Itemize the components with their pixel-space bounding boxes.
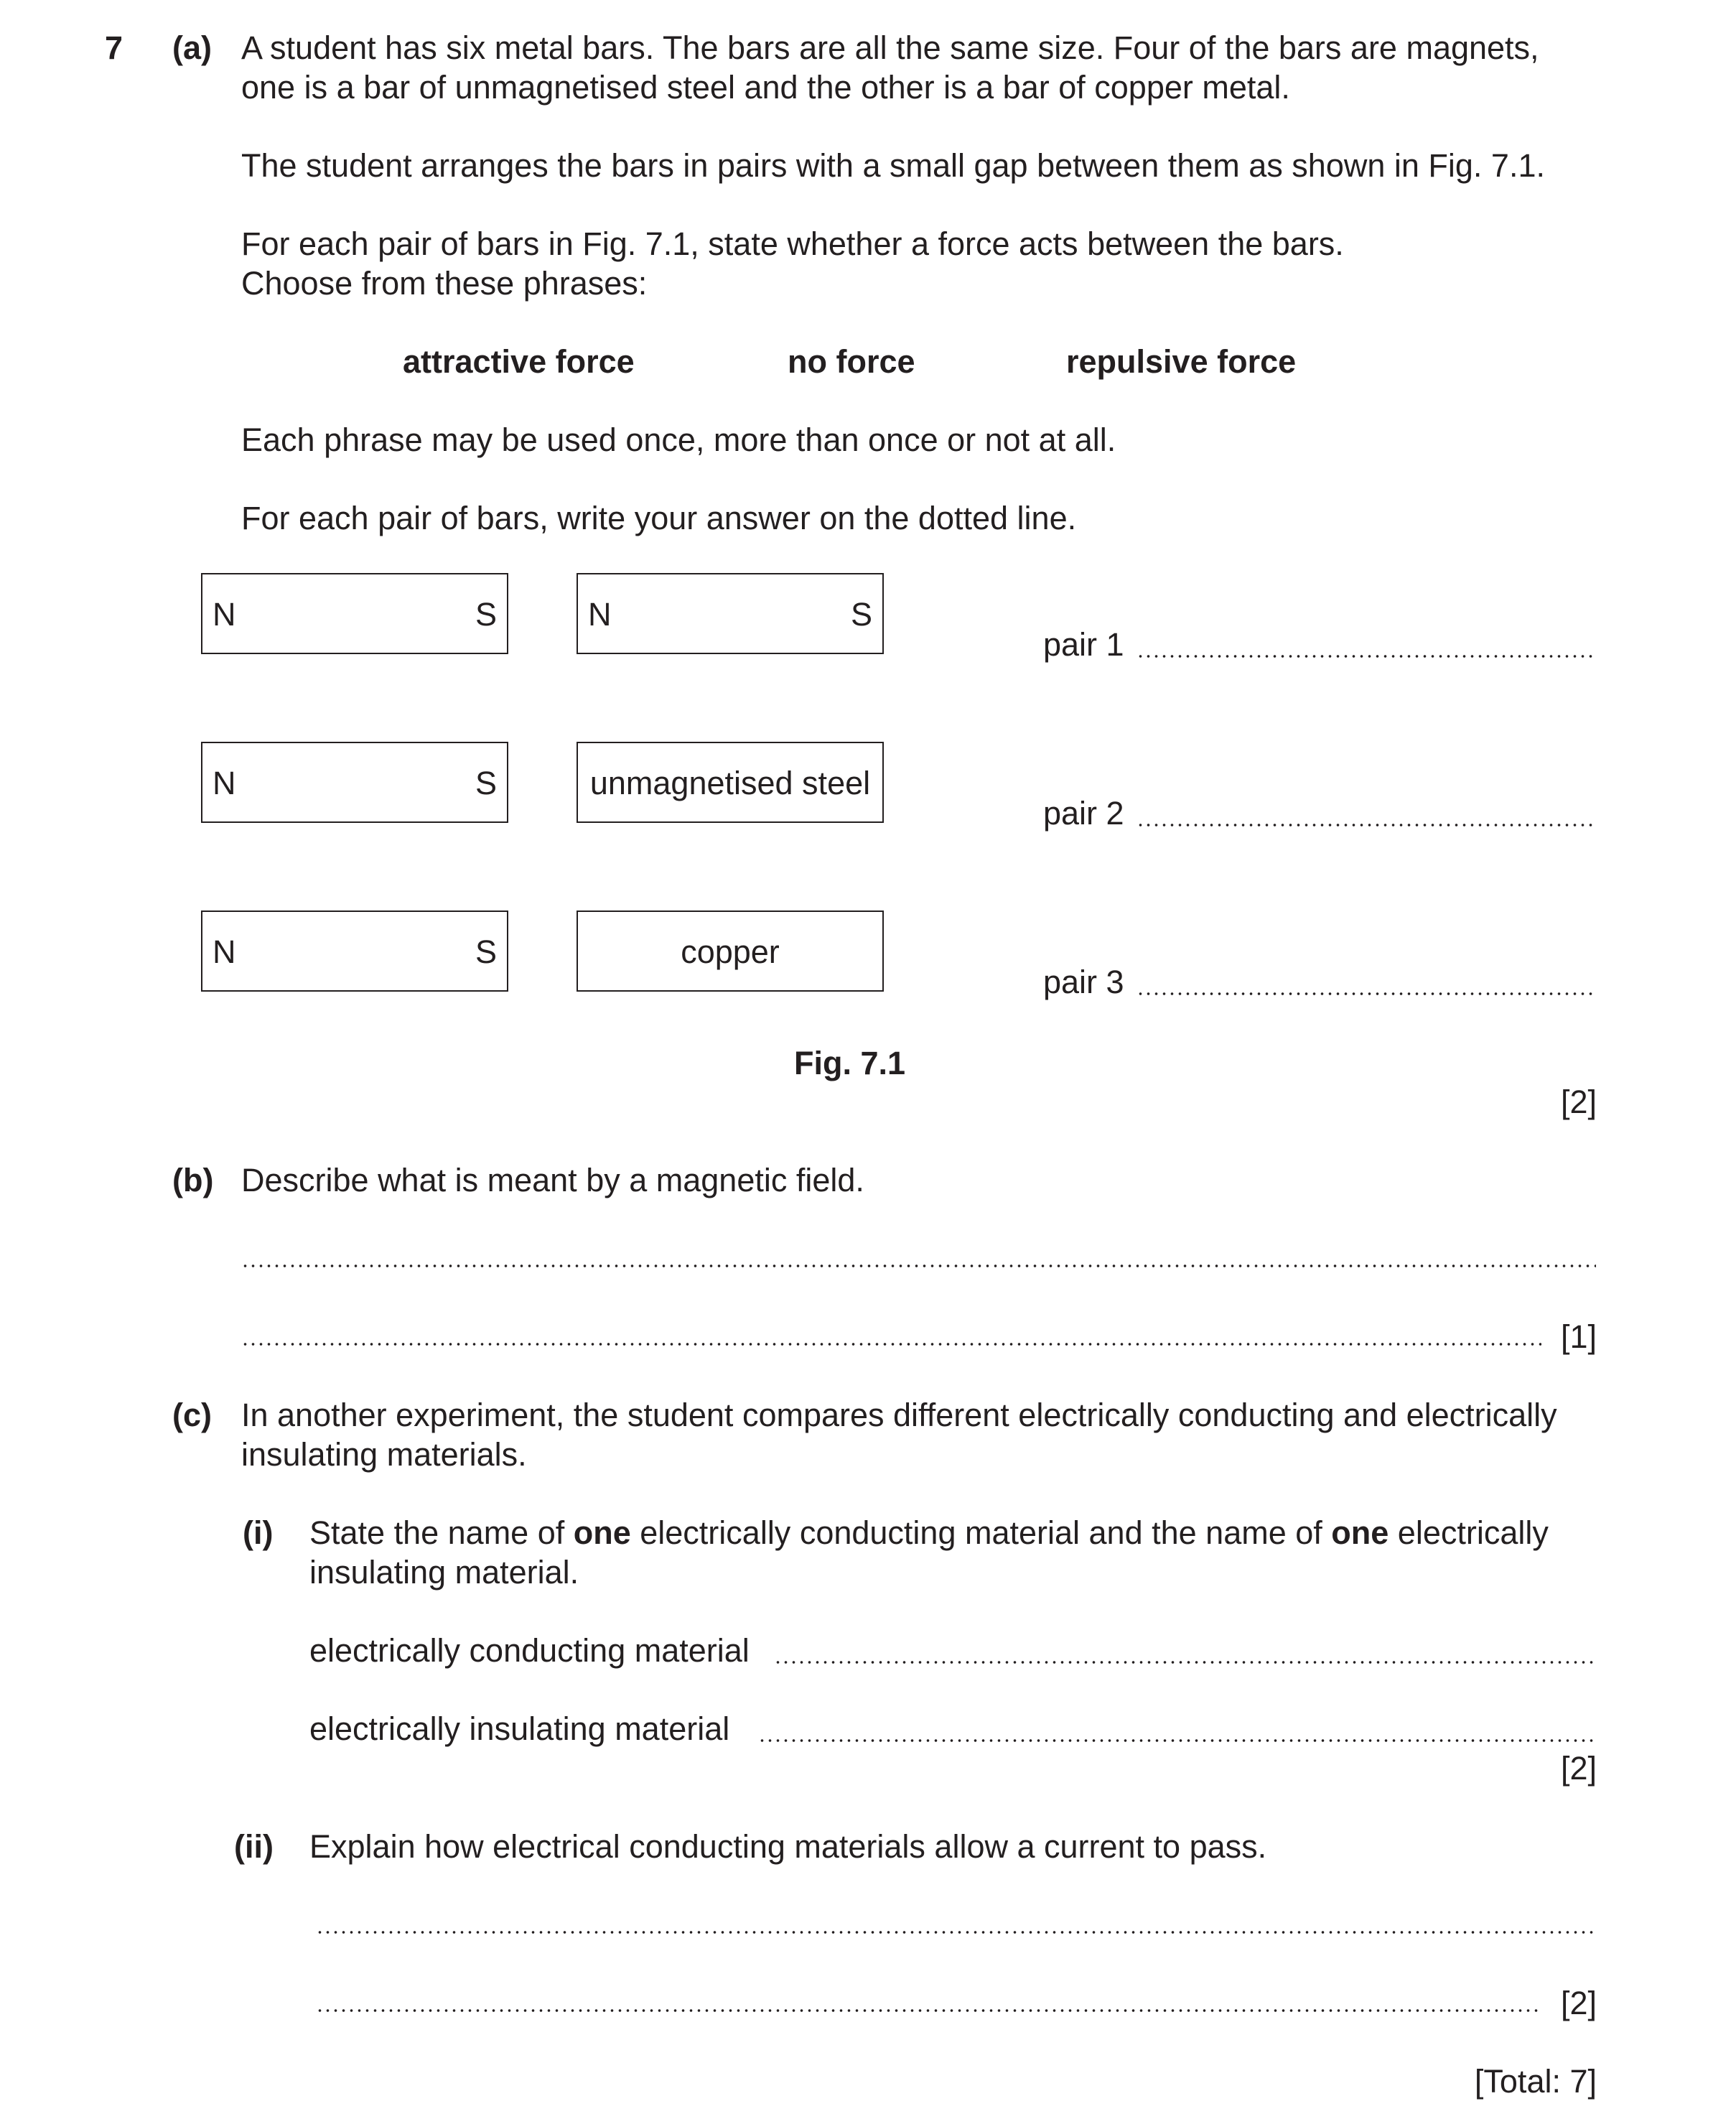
text-segment: electrically xyxy=(1389,1514,1549,1551)
part-c-i-label: (i) xyxy=(243,1514,274,1551)
part-c-line-1: In another experiment, the student compares different electrically conducting and electrically xyxy=(241,1397,1557,1433)
pair-2-left-magnet xyxy=(201,742,508,823)
phrase-repulsive-force: repulsive force xyxy=(1066,343,1297,380)
conducting-material-answer-line[interactable] xyxy=(774,1659,1593,1665)
emphasis-one: one xyxy=(573,1514,631,1551)
pair-3-answer-line[interactable] xyxy=(1137,991,1596,997)
part-a-label: (a) xyxy=(172,29,212,66)
part-a-instruction-2: Choose from these phrases: xyxy=(241,265,648,302)
south-pole-label: S xyxy=(475,765,497,801)
part-a-marks: [2] xyxy=(1560,1084,1597,1120)
figure-caption: Fig. 7.1 xyxy=(794,1045,906,1081)
part-c-i-line-1 xyxy=(309,1514,1549,1551)
part-c-ii-answer-line-2[interactable] xyxy=(316,2008,1541,2013)
part-a-line-1: A student has six metal bars. The bars are all the same size. Four of the bars are magnets, xyxy=(241,29,1539,66)
text-segment: electrically conducting material and the name of xyxy=(630,1514,1332,1551)
pair-3-left-magnet xyxy=(201,911,508,992)
pair-3-label: pair 3 xyxy=(1043,964,1124,1000)
insulating-material-answer-line[interactable] xyxy=(758,1738,1596,1743)
north-pole-label: N xyxy=(588,596,612,633)
part-c-ii-marks: [2] xyxy=(1560,1985,1597,2021)
pair-2-answer-line[interactable] xyxy=(1137,822,1596,828)
pair-2-label: pair 2 xyxy=(1043,795,1124,832)
total-marks: [Total: 7] xyxy=(1474,2063,1597,2100)
part-c-line-2: insulating materials. xyxy=(241,1436,527,1473)
pair-2-steel-bar xyxy=(577,742,884,823)
copper-bar-label: copper xyxy=(681,933,780,970)
part-a-instruction-1: For each pair of bars in Fig. 7.1, state whether a force acts between the bars. xyxy=(241,225,1344,262)
part-c-ii-label: (ii) xyxy=(234,1828,274,1865)
part-c-i-line-2: insulating material. xyxy=(309,1554,579,1591)
emphasis-one: one xyxy=(1331,1514,1389,1551)
phrase-attractive-force: attractive force xyxy=(403,343,635,380)
part-b-answer-line-1[interactable] xyxy=(241,1263,1596,1269)
part-a-arrange-text: The student arranges the bars in pairs with a small gap between them as shown in Fig. 7.1. xyxy=(241,147,1545,184)
part-b-marks: [1] xyxy=(1560,1318,1597,1355)
part-c-i-marks: [2] xyxy=(1560,1750,1597,1787)
north-pole-label: N xyxy=(213,765,236,801)
part-c-label: (c) xyxy=(172,1397,212,1433)
pair-1-label: pair 1 xyxy=(1043,626,1124,663)
steel-bar-label: unmagnetised steel xyxy=(589,765,871,801)
question-number: 7 xyxy=(105,29,123,66)
part-c-ii-answer-line-1[interactable] xyxy=(316,1929,1596,1935)
part-c-ii-question: Explain how electrical conducting materials allow a current to pass. xyxy=(309,1828,1267,1865)
part-a-line-2: one is a bar of unmagnetised steel and the other is a bar of copper metal. xyxy=(241,69,1290,106)
pair-1-right-magnet xyxy=(577,573,884,654)
phrase-no-force: no force xyxy=(788,343,915,380)
part-b-question: Describe what is meant by a magnetic field. xyxy=(241,1162,864,1198)
south-pole-label: S xyxy=(475,933,497,970)
conducting-material-label: electrically conducting material xyxy=(309,1632,750,1669)
part-b-label: (b) xyxy=(172,1162,214,1198)
write-answer-instruction: For each pair of bars, write your answer on the dotted line. xyxy=(241,500,1077,536)
part-b-answer-line-2[interactable] xyxy=(241,1341,1541,1347)
pair-1-answer-line[interactable] xyxy=(1137,653,1596,659)
text-segment: State the name of xyxy=(309,1514,574,1551)
north-pole-label: N xyxy=(213,596,236,633)
pair-1-left-magnet xyxy=(201,573,508,654)
south-pole-label: S xyxy=(475,596,497,633)
north-pole-label: N xyxy=(213,933,236,970)
each-phrase-note: Each phrase may be used once, more than once or not at all. xyxy=(241,422,1116,458)
south-pole-label: S xyxy=(850,596,872,633)
insulating-material-label: electrically insulating material xyxy=(309,1710,730,1747)
pair-3-copper-bar xyxy=(577,911,884,992)
